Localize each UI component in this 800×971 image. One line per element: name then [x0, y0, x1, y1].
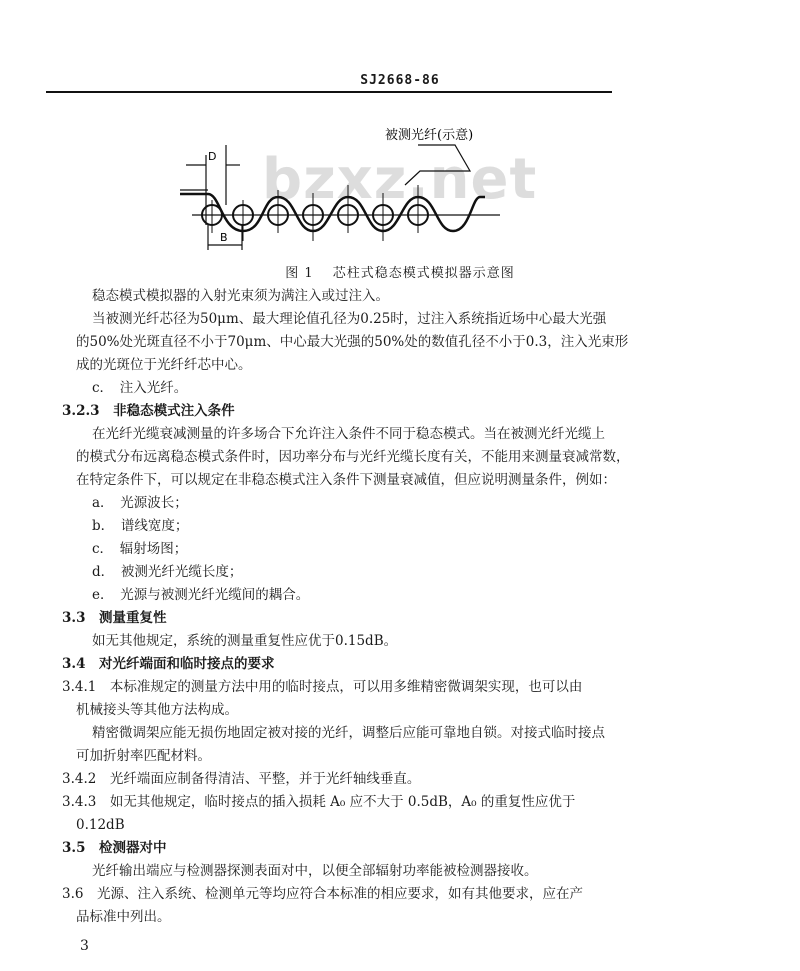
list-item: c． 辐射场图； [92, 541, 188, 557]
section-heading: 3.3 测量重复性 [62, 610, 167, 626]
list-item: b． 谱线宽度； [92, 518, 189, 534]
text-line: 品标准中列出。 [76, 909, 171, 925]
text-line: 成的光斑位于光纤纤芯中心。 [76, 357, 252, 373]
dimension-label-b: B [220, 231, 228, 244]
text-line: 0.12dB [76, 817, 125, 833]
text-line: 精密微调架应能无损伤地固定被对接的光纤，调整后应能可靠地自锁。对接式临时接点 [92, 725, 605, 741]
text-line: 光纤输出端应与检测器探测表面对中，以便全部辐射功率能被检测器接收。 [92, 863, 538, 879]
watermark: bzxz.net [262, 147, 538, 212]
figure-caption: 图 1 芯柱式稳态模式模拟器示意图 [285, 266, 515, 281]
text-line: 稳态模式模拟器的入射光束须为满注入或过注入。 [92, 288, 389, 304]
list-item: d． 被测光纤光缆长度； [92, 564, 243, 580]
text-line: 如无其他规定，系统的测量重复性应优于0.15dB。 [92, 633, 398, 649]
standard-code-header: SJ2668-86 [360, 73, 440, 88]
text-line: 的模式分布远离稳态模式条件时，因功率分布与光纤光缆长度有关，不能用来测量衰减常数， [76, 449, 630, 465]
text-line: 在特定条件下，可以规定在非稳态模式注入条件下测量衰减值，但应说明测量条件，例如： [76, 472, 616, 488]
text-line: 3.6 光源、注入系统、检测单元等均应符合本标准的相应要求，如有其他要求，应在产 [62, 886, 583, 902]
text-line: 当被测光纤芯径为50μm、最大理论值孔径为0.25时，过注入系统指近场中心最大光强 [92, 311, 607, 327]
text-line: 3.4.3 如无其他规定，临时接点的插入损耗 A₀ 应不大于 0.5dB，A₀ 的重复性应优于 [62, 794, 576, 810]
mode-simulator-figure [150, 115, 550, 255]
text-line: 机械接头等其他方法构成。 [76, 702, 238, 718]
list-item: c． 注入光纤。 [92, 380, 188, 396]
list-item: a． 光源波长； [92, 495, 188, 511]
section-heading: 3.2.3 非稳态模式注入条件 [62, 403, 235, 419]
text-line: 在光纤光缆衰减测量的许多场合下允许注入条件不同于稳态模式。当在被测光纤光缆上 [92, 426, 605, 442]
section-heading: 3.5 检测器对中 [62, 840, 167, 856]
dimension-label-d: D [208, 150, 217, 163]
text-line: 可加折射率匹配材料。 [76, 748, 211, 764]
text-line: 3.4.2 光纤端面应制备得清洁、平整，并于光纤轴线垂直。 [62, 771, 421, 787]
text-line: 的50%处光斑直径不小于70μm、中心最大光强的50%处的数值孔径不小于0.3，注入光束形 [76, 334, 629, 350]
section-heading: 3.4 对光纤端面和临时接点的要求 [62, 656, 275, 672]
list-item: e． 光源与被测光纤光缆间的耦合。 [92, 587, 310, 603]
fiber-label: 被测光纤(示意) [385, 128, 474, 143]
header-rule [46, 91, 612, 93]
text-line: 3.4.1 本标准规定的测量方法中用的临时接点，可以用多维精密微调架实现，也可以由 [62, 679, 583, 695]
page-number: 3 [80, 938, 89, 954]
fiber-leader-line [405, 145, 470, 185]
